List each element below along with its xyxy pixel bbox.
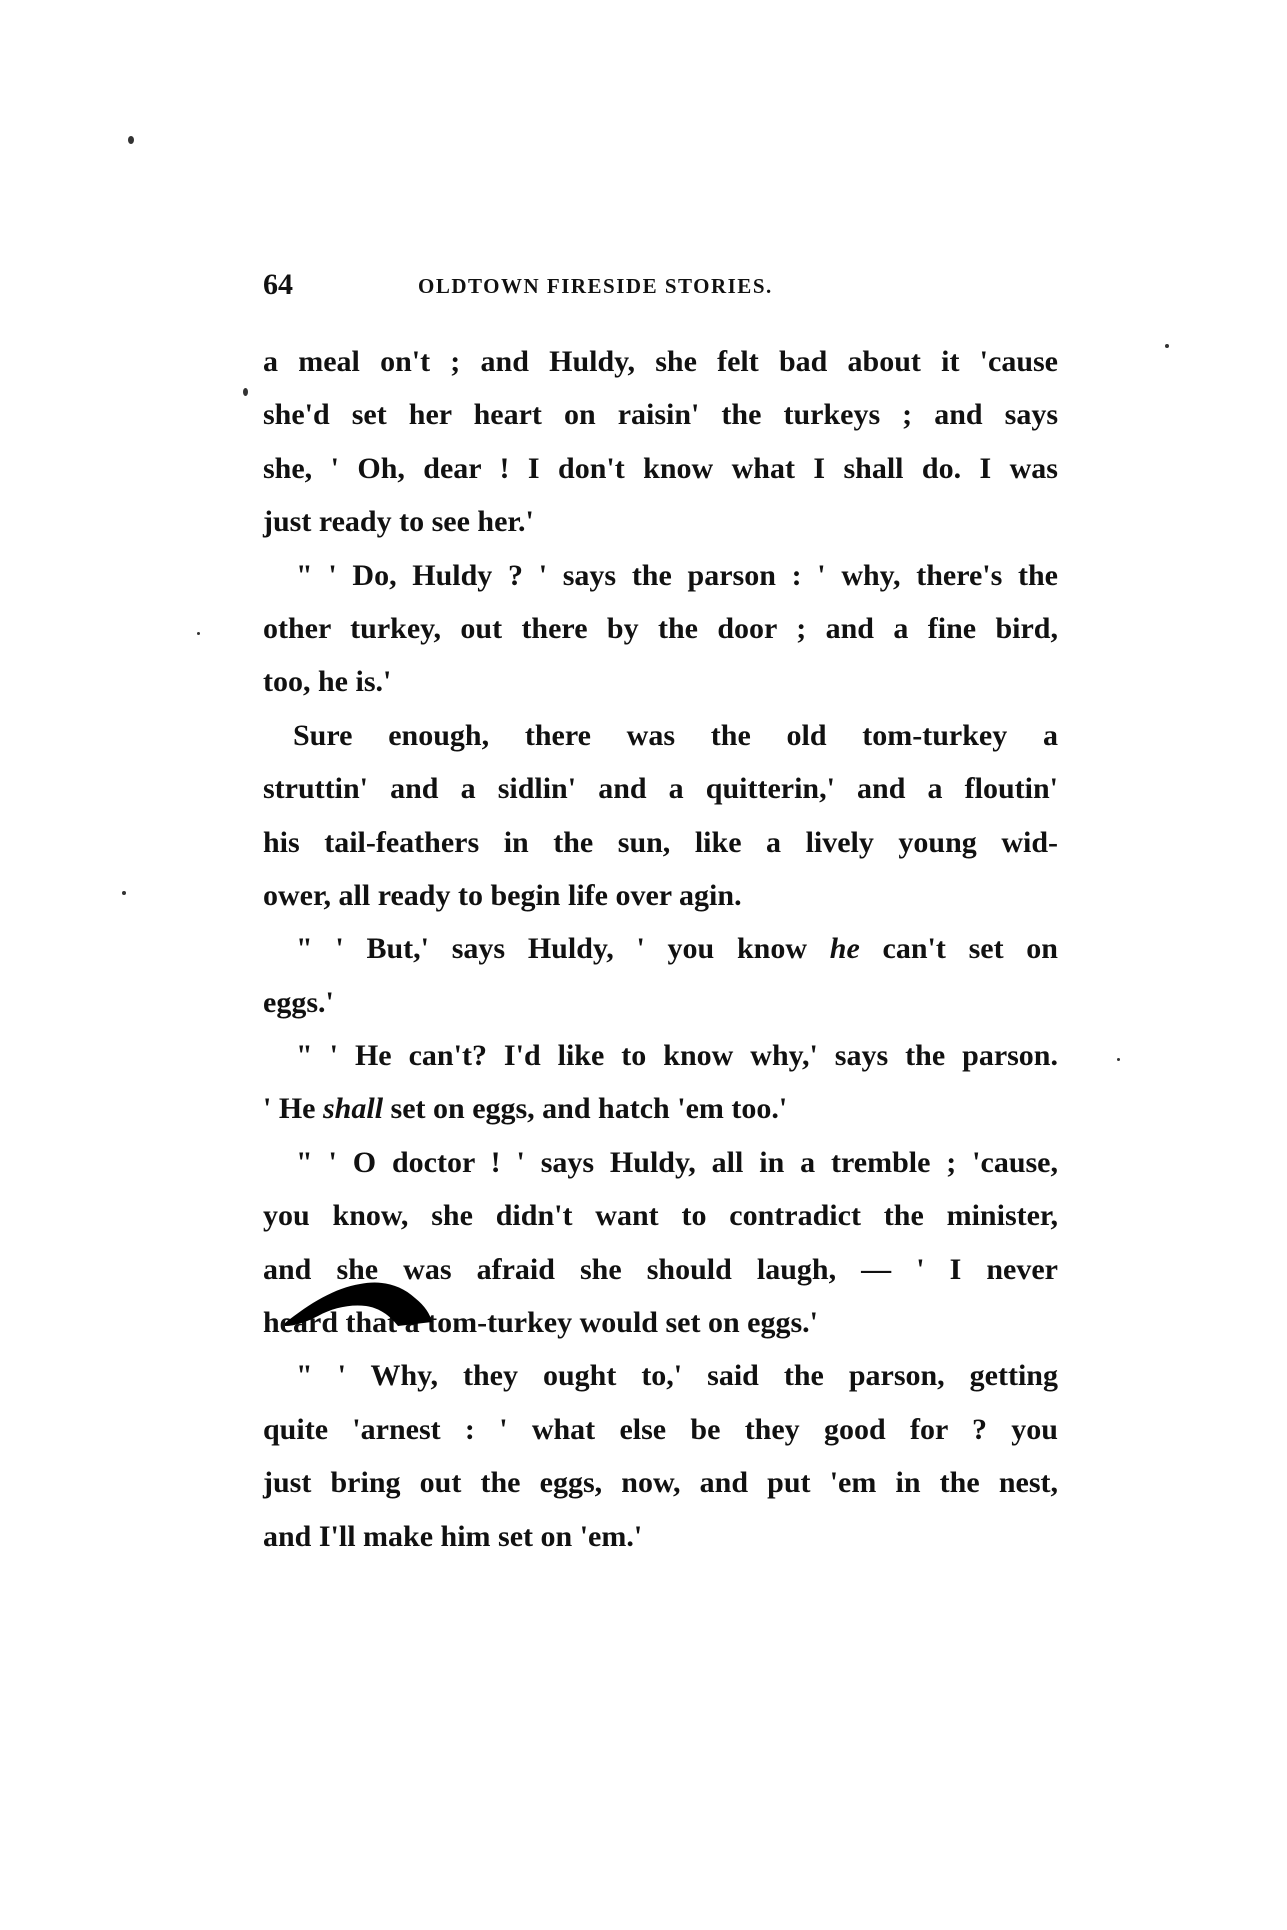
text-line: " ' Do, Huldy ? ' says the parson : ' why, there's the: [296, 558, 1058, 592]
page-header: [263, 268, 1058, 308]
text-line: [263, 922, 1058, 975]
text-line: quite 'arnest : ' what else be they good for ? you: [263, 1412, 1058, 1446]
scan-speck: [1165, 344, 1169, 348]
text-segment: " ' But,' says Huldy, ' you know: [296, 932, 830, 966]
text-line: she, ' Oh, dear ! I don't know what I shall do. I was: [263, 451, 1058, 485]
running-title: OLDTOWN FIRESIDE STORIES.: [418, 274, 773, 298]
text-segment: set on eggs, and hatch 'em too.': [383, 1092, 788, 1126]
text-line: " ' He can't? I'd like to know why,' says the parson.: [296, 1039, 1058, 1073]
text-line: " ' O doctor ! ' says Huldy, all in a tremble ; 'cause,: [296, 1145, 1058, 1179]
scan-speck: [1117, 1058, 1120, 1061]
text-line: she'd set her heart on raisin' the turkeys ; and says: [263, 398, 1058, 432]
text-segment: ' He: [263, 1092, 323, 1126]
body-text: [263, 335, 1058, 1563]
text-segment: can't set on: [859, 932, 1058, 966]
text-line: and she was afraid she should laugh, — ' I never: [263, 1252, 1058, 1286]
text-line: you know, she didn't want to contradict the minister,: [263, 1199, 1058, 1233]
text-line: too, he is.': [263, 665, 392, 699]
text-line: other turkey, out there by the door ; and a fine bird,: [263, 611, 1058, 645]
emphasis-text: he: [829, 932, 860, 966]
text-line: just ready to see her.': [263, 505, 534, 539]
scan-speck: [197, 632, 200, 635]
text-line: and I'll make him set on 'em.': [263, 1519, 643, 1553]
text-line: ower, all ready to begin life over agin.: [263, 878, 742, 912]
text-line: just bring out the eggs, now, and put 'em in the nest,: [263, 1466, 1058, 1500]
text-line: heard that a tom-turkey would set on eggs.': [263, 1306, 818, 1340]
text-line: [263, 1082, 1058, 1135]
text-line: " ' Why, they ought to,' said the parson, getting: [296, 1359, 1058, 1393]
text-line: a meal on't ; and Huldy, she felt bad about it 'cause: [263, 345, 1058, 378]
text-line: struttin' and a sidlin' and a quitterin,' and a floutin': [263, 772, 1058, 806]
page-number: 64: [263, 268, 293, 301]
ink-blot: [280, 1248, 480, 1328]
text-line: his tail-feathers in the sun, like a lively young wid-: [263, 825, 1058, 859]
emphasis-text: shall: [323, 1092, 384, 1126]
scan-speck: [122, 891, 126, 895]
scan-speck: [128, 136, 134, 144]
text-line: eggs.': [263, 985, 334, 1019]
text-line: Sure enough, there was the old tom-turkey a: [293, 718, 1058, 752]
scan-speck: [243, 388, 248, 396]
